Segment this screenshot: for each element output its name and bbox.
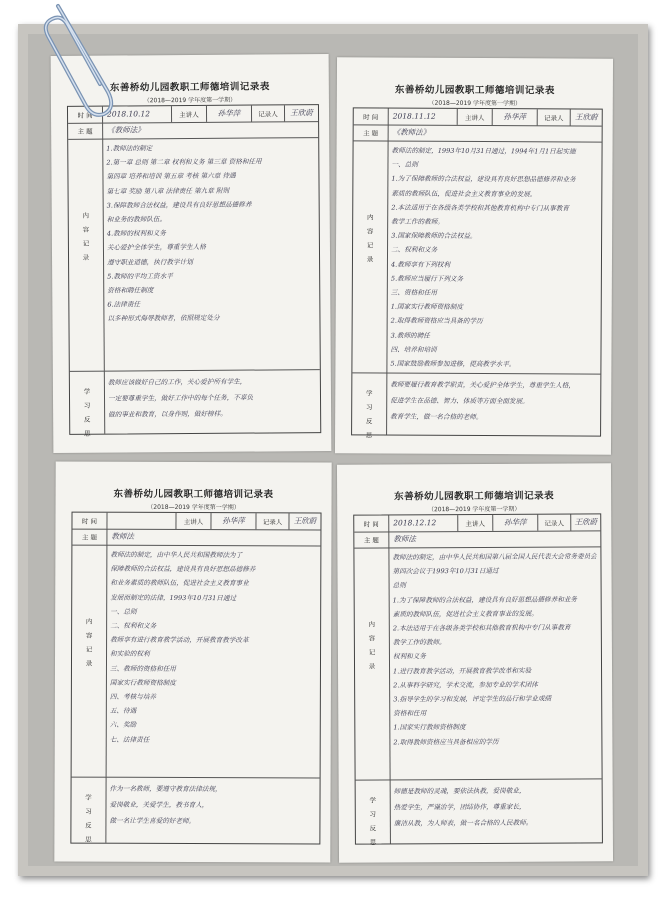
recorder-label: 记录人: [538, 514, 571, 530]
content-line: 1.为了保障教师的合法权益，建设具有良好思想品德修养和业务: [392, 595, 578, 605]
recorder-label: 记录人: [538, 109, 571, 125]
reflection-line: 作为一名教师，要遵守教育法律法规，: [109, 784, 222, 794]
content-line: 遵守职业道德，执行教学计划: [107, 257, 193, 267]
reflection-label: 学习反思: [369, 796, 377, 847]
content-line: 3.指导学生的学习和发展，评定学生的品行和学业成绩: [393, 694, 552, 704]
reflection-line: 师德是教师的灵魂，要依法执教，爱岗敬业，: [393, 786, 526, 796]
topic-value: 《教师法》: [107, 125, 145, 135]
record-sheet: [337, 463, 613, 862]
content-line: 四、考核与培养: [109, 692, 157, 701]
speaker-value: 孙华萍: [493, 515, 538, 531]
recorder-value: 王欣蔚: [574, 517, 598, 527]
time-label: 时 间: [72, 513, 107, 529]
record-table: [67, 104, 321, 438]
content-lines: [392, 549, 597, 749]
content-line: 一、总则: [110, 607, 137, 616]
content-row: [354, 546, 601, 780]
reflection-line: 教师要履行教育教学职责，关心爱护全体学生，尊重学生人格，: [390, 380, 575, 390]
reflection-row: [352, 372, 600, 440]
content-line: 教学工作的教师。: [391, 217, 444, 226]
speaker-label: 主讲人: [172, 106, 207, 122]
reflection-lines: [394, 782, 598, 831]
recorder-label: 记录人: [256, 513, 289, 529]
sheet-title: 东善桥幼儿园教职工师德培训记录表: [113, 488, 274, 501]
content-label: 内容记录: [368, 620, 376, 671]
reflection-line: 爱岗敬业，关爱学生，教书育人，: [109, 800, 209, 810]
reflection-line: 教师应该做好自己的工作，关心爱护所有学生，: [107, 377, 247, 387]
time-value: 2018.10.12: [103, 106, 172, 122]
topic-value: 教师法: [111, 531, 134, 541]
time-value: 2018.11.12: [389, 109, 458, 125]
reflection-line: 廉洁从教，为人师表，做一名合格的人民教师。: [393, 818, 533, 828]
content-line: 发展而制定的法律，1993年10月31日通过: [110, 593, 237, 602]
record-table: [70, 512, 321, 845]
content-line: 1.为了保障教师的合法权益，建设具有良好思想品德修养和业务: [391, 174, 576, 184]
reflection-lines: [108, 373, 316, 422]
content-row: [68, 137, 320, 372]
reflection-line: 做一名让学生喜爱的好老师。: [109, 816, 196, 826]
reflection-row: [356, 778, 602, 847]
content-line: 4.教师享有下列权利: [390, 260, 451, 269]
time-label: 时 间: [354, 108, 389, 124]
content-line: 七、法律责任: [109, 735, 150, 744]
time-label: 时 间: [68, 107, 103, 123]
content-row: [72, 545, 321, 779]
reflection-line: 促进学生在品德、智力、体质等方面全面发展。: [390, 396, 529, 406]
reflection-line: 教育学生，做一名合格的老师。: [390, 412, 483, 422]
content-line: 三、教师的资格和任用: [109, 664, 176, 673]
time-value: [107, 513, 176, 529]
content-line: 1.国家实行教师资格制度: [390, 302, 463, 312]
content-line: 二、权利和义务: [391, 245, 438, 255]
record-sheet: [54, 462, 331, 863]
sheet-title: 东善桥幼儿园教职工师德培训记录表: [394, 490, 555, 503]
content-line: 一、总则: [391, 160, 418, 169]
content-line: 素质的教师队伍，促进社会主义教育事业的发展。: [392, 609, 538, 619]
reflection-lines: [390, 377, 596, 426]
content-label: 内容记录: [366, 213, 374, 264]
topic-label: 主 题: [354, 124, 389, 140]
content-line: 和业务素质的教师队伍，促进社会主义教育事业: [110, 579, 249, 588]
topic-label: 主 题: [72, 529, 107, 545]
reflection-row: [70, 369, 320, 438]
reflection-label: 学习反思: [83, 387, 91, 438]
content-lines: [106, 140, 315, 326]
content-line: 2.从事科学研究，学术交流，参加专业的学术团体: [393, 680, 538, 690]
content-line: 三、资格和任用: [390, 288, 437, 297]
reflection-label: 学习反思: [85, 793, 92, 844]
content-line: 六、奖励: [109, 721, 137, 730]
recorder-value: 王欣蔚: [574, 112, 598, 122]
sheet-subtitle: （2018—2019 学年度第一学期）: [428, 99, 522, 108]
content-line: 总则: [392, 581, 406, 590]
reflection-line: 一定要尊重学生，做好工作中的每个任务，不辜负: [107, 393, 254, 403]
reflection-line: 做的事业和教育，以身作则，做好榜样。: [108, 409, 227, 419]
content-line: 素质的教师队伍，促进社会主义教育事业的发展。: [391, 189, 537, 198]
content-line: 3.教师的聘任: [390, 331, 430, 340]
content-line: 5.国家鼓励教师参加进修，提高教学水平。: [390, 359, 516, 369]
content-label: 内容记录: [82, 211, 90, 262]
content-line: 教学工作的教师。: [392, 638, 446, 647]
content-line: 1.教师法的制定: [106, 144, 153, 153]
sheet-subtitle: （2018—2019 学年度第一学期）: [143, 96, 237, 105]
reflection-row: [71, 777, 319, 844]
content-label: 内容记录: [85, 617, 93, 668]
content-row: [352, 140, 601, 374]
content-line: 资格和聘任制度: [107, 286, 154, 295]
recorder-value: 王欣蔚: [293, 516, 317, 526]
content-line: 资格和任用: [393, 709, 427, 718]
content-line: 2.本法适用于在各级各类学校和其他教育机构中专门从事教育: [391, 203, 570, 213]
time-label: 时 间: [354, 515, 389, 531]
speaker-label: 主讲人: [458, 109, 493, 125]
topic-label: 主 题: [354, 531, 389, 547]
record-table: [353, 513, 603, 847]
sheet-title: 东善桥幼儿园教职工师德培训记录表: [394, 84, 555, 97]
content-line: 5.教师应当履行下列义务: [390, 274, 464, 283]
sheet-subtitle: （2018—2019 学年度第一学期）: [427, 505, 521, 514]
record-sheet: [335, 57, 613, 454]
content-line: 和业务的教师队伍。: [106, 215, 167, 224]
content-line: 4.教师的权利和义务: [106, 229, 166, 238]
content-line: 第四章 培养和培训 第五章 考核 第六章 待遇: [106, 172, 236, 181]
paperclip-icon: [38, 0, 128, 120]
content-line: 2.取得教师资格应当具备相应的学历: [393, 737, 499, 747]
content-line: 教师享有进行教育教学活动，开展教育教学改革: [110, 635, 249, 645]
content-line: 第七章 奖励 第八章 法律责任 第九章 附则: [106, 186, 230, 196]
speaker-label: 主讲人: [458, 515, 493, 531]
content-line: 5.教师的平均工资水平: [107, 271, 173, 281]
content-line: 第四次会议于1993年10月31日通过: [392, 567, 499, 576]
reflection-label: 学习反思: [365, 389, 373, 440]
content-line: 五、待遇: [109, 706, 137, 716]
content-line: 保障教师的合法权益，建设具有良好思想品德修养: [110, 564, 256, 574]
content-line: 四、培养和培训: [390, 345, 437, 354]
content-line: 教师法的制定，由中华人民共和国第八届全国人民代表大会常务委员会: [392, 552, 597, 562]
content-line: 2.第一章 总则 第二章 权利和义务 第三章 资格和任用: [106, 157, 262, 167]
speaker-label: 主讲人: [176, 513, 211, 529]
topic-label: 主 题: [68, 123, 103, 139]
content-line: 3.国家保障教师的合法权益。: [391, 231, 477, 241]
content-line: 1.国家实行教师资格制度: [393, 723, 466, 732]
recorder-value: 王欣蔚: [290, 108, 313, 118]
reflection-lines: [109, 781, 315, 830]
content-line: 2.取得教师资格应当具备的学历: [390, 317, 483, 326]
reflection-line: 热爱学生，严谨治学，团结协作，尊重家长，: [393, 802, 526, 812]
content-line: 国家实行教师资格制度: [109, 678, 176, 687]
sheet-subtitle: （2018—2019 学年度第一学期）: [147, 503, 240, 512]
content-line: 和实验的权利: [110, 650, 150, 659]
content-line: 6.法律责任: [107, 300, 141, 309]
content-lines: [390, 144, 597, 372]
speaker-value: 孙华萍: [493, 109, 538, 125]
content-lines: [110, 548, 317, 748]
recorder-label: 记录人: [252, 105, 285, 121]
speaker-value: 孙华萍: [211, 513, 256, 529]
content-line: 2.本法适用于在各级各类学校和其他教育机构中专门从事教育: [392, 623, 571, 633]
topic-value: 《教师法》: [392, 127, 431, 137]
content-line: 权利和义务: [392, 652, 426, 661]
content-line: 教师法的制定，1993年10月31日通过，1994年1月1日起实施: [391, 146, 576, 156]
content-line: 以多种形式侮辱教师者，依照规定处分: [107, 314, 220, 324]
sheet-title: 东善桥幼儿园教职工师德培训记录表: [109, 81, 270, 94]
record-table: [351, 107, 603, 440]
content-line: 1.进行教育教学活动，开展教育教学改革和实验: [393, 666, 532, 676]
content-line: 关心爱护全体学生，尊重学生人格: [106, 243, 206, 253]
content-line: 3.保障教师合法权益，建设具有良好思想品德修养: [106, 200, 252, 210]
time-value: 2018.12.12: [389, 515, 458, 531]
topic-value: 教师法: [393, 534, 416, 544]
content-line: 二、权利和义务: [110, 621, 157, 630]
speaker-value: 孙华萍: [207, 106, 252, 122]
content-line: 教师法的制定，由中华人民共和国教师法为了: [110, 550, 243, 560]
